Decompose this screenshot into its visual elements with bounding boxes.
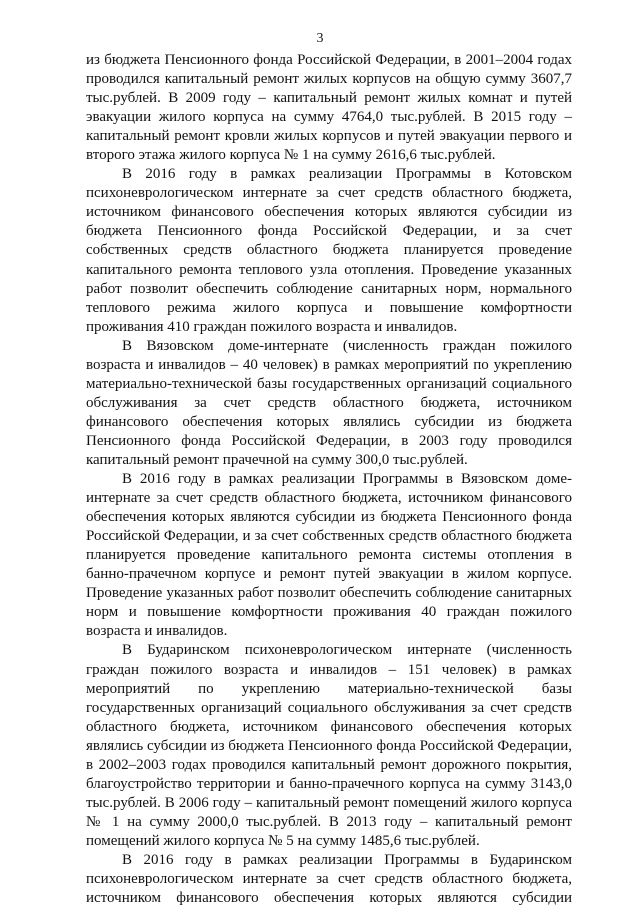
paragraph-vyazovsky-2016: В 2016 году в рамках реализации Программы в Вязовском доме-интернате за счет средств областного бюджета, источником финансового обеспечения которых являются субсидии из бюджета Пенсионного фонда Российской Федерации, и за счет собственных средств областного бюджета планируется проведение капитального ремонта системы отопления в банно-прачечном корпусе и ремонт путей эвакуации в жилом корпусе. Проведение указанных работ позволит обеспечить соблюдение санитарных норм и повышение комфортности проживания 40 граждан пожилого возраста и инвалидов.	[86, 471, 572, 640]
paragraph-kotovsky: В 2016 году в рамках реализации Программы в Котовском психоневрологическом интернате за счет средств областного бюджета, источником финансового обеспечения которых являются субсидии из бюджета Пенсионного фонда Российской Федерации, и за счет собственных средств областного бюджета планируется проведение капитального ремонта теплового узла отопления. Проведение указанных работ позволит обеспечить соблюдение санитарных норм, нормального теплового режима жилого корпуса и повышение комфортности проживания 410 граждан пожилого возраста и инвалидов.	[86, 166, 572, 335]
paragraph-budarinsky-history: В Бударинском психоневрологическом интернате (численность граждан пожилого возраста и инвалидов – 151 человек) в рамках мероприятий по укреплению материально-технической базы государственных организаций социального обслуживания за счет средств областного бюджета, источником финансового обеспечения которых являлись субсидии из бюджета Пенсионного фонда Российской Федерации, в 2002–2003 годах проводился капитальный ремонт дорожного покрытия, благоустройство территории и банно-прачечного корпуса на сумму 3143,0 тыс.рублей. В 2006 году – капитальный ремонт помещений жилого корпуса № 1 на сумму 2000,0 тыс.рублей. В 2013 году – капитальный ремонт помещений жилого корпуса № 5 на сумму 1485,6 тыс.рублей.	[86, 642, 572, 849]
document-body	[86, 51, 572, 908]
page-number: 3	[316, 31, 324, 46]
paragraph-budarinsky-2016: В 2016 году в рамках реализации Программы в Бударинском психоневрологическом интернате за счет средств областного бюджета, источником финансового обеспечения которых являются субсидии	[86, 851, 572, 907]
paragraph-vyazovsky-history: В Вязовском доме-интернате (численность граждан пожилого возраста и инвалидов – 40 человек) в рамках мероприятий по укреплению материально-технической базы государственных организаций социального обслуживания за счет средств областного бюджета, источником финансового обеспечения которых являлись субсидии из бюджета Пенсионного фонда Российской Федерации, в 2003 году проводился капитальный ремонт прачечной на сумму 300,0 тыс.рублей.	[86, 337, 572, 468]
paragraph-continuation: из бюджета Пенсионного фонда Российской Федерации, в 2001–2004 годах проводился капитальный ремонт жилых корпусов на общую сумму 3607,7 тыс.рублей. В 2009 году – капитальный ремонт жилых комнат и путей эвакуации жилого корпуса на сумму 4764,0 тыс.рублей. В 2015 году – капитальный ремонт кровли жилых корпусов и путей эвакуации первого и второго этажа жилого корпуса № 1 на сумму 2616,6 тыс.рублей.	[86, 52, 572, 164]
